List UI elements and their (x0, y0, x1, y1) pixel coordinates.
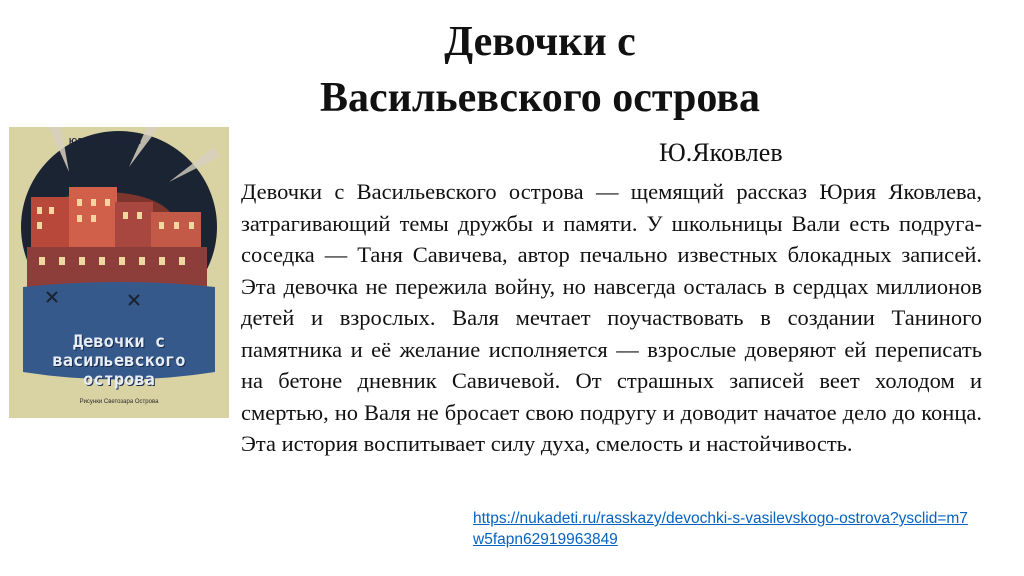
book-description: Девочки с Васильевского острова — щемящий рассказ Юрия Яковлева, затрагивающий темы дружбы и памяти. У школьницы Вали есть подруга-соседка — Таня Савичева, автор печально известных блокадных записей. Эта девочка не пережила войну, но навсегда осталась в сердцах миллионов детей и взрослых. Валя мечтает поучаствовать в создании Таниного памятника и её желание исполняется — взрослые доверяют ей переписать на бетоне дневник Савичевой. От страшных записей веет холодом и смертью, но Валя не бросает свою подругу и доводит начатое дело до конца. Эта история воспитывает силу духа, смелость и настойчивость. (241, 179, 982, 456)
slide-title: Девочки с Васильевского острова (319, 19, 761, 121)
cover-illustrator: Рисунки Светозара Острова (79, 399, 159, 405)
embankment-buildings (27, 247, 207, 287)
cover-author: ЮРИЙ ЯКОВЛЕВ (69, 137, 142, 146)
cover-title: Девочки с васильевского острова (52, 332, 186, 390)
source-link[interactable]: https://nukadeti.ru/rasskazy/devochki-s-vasilevskogo-ostrova?ysclid=m7w5fapn62919963849 (473, 510, 968, 548)
book-cover-image (9, 127, 229, 418)
author-name: Ю.Яковлев (659, 138, 783, 167)
